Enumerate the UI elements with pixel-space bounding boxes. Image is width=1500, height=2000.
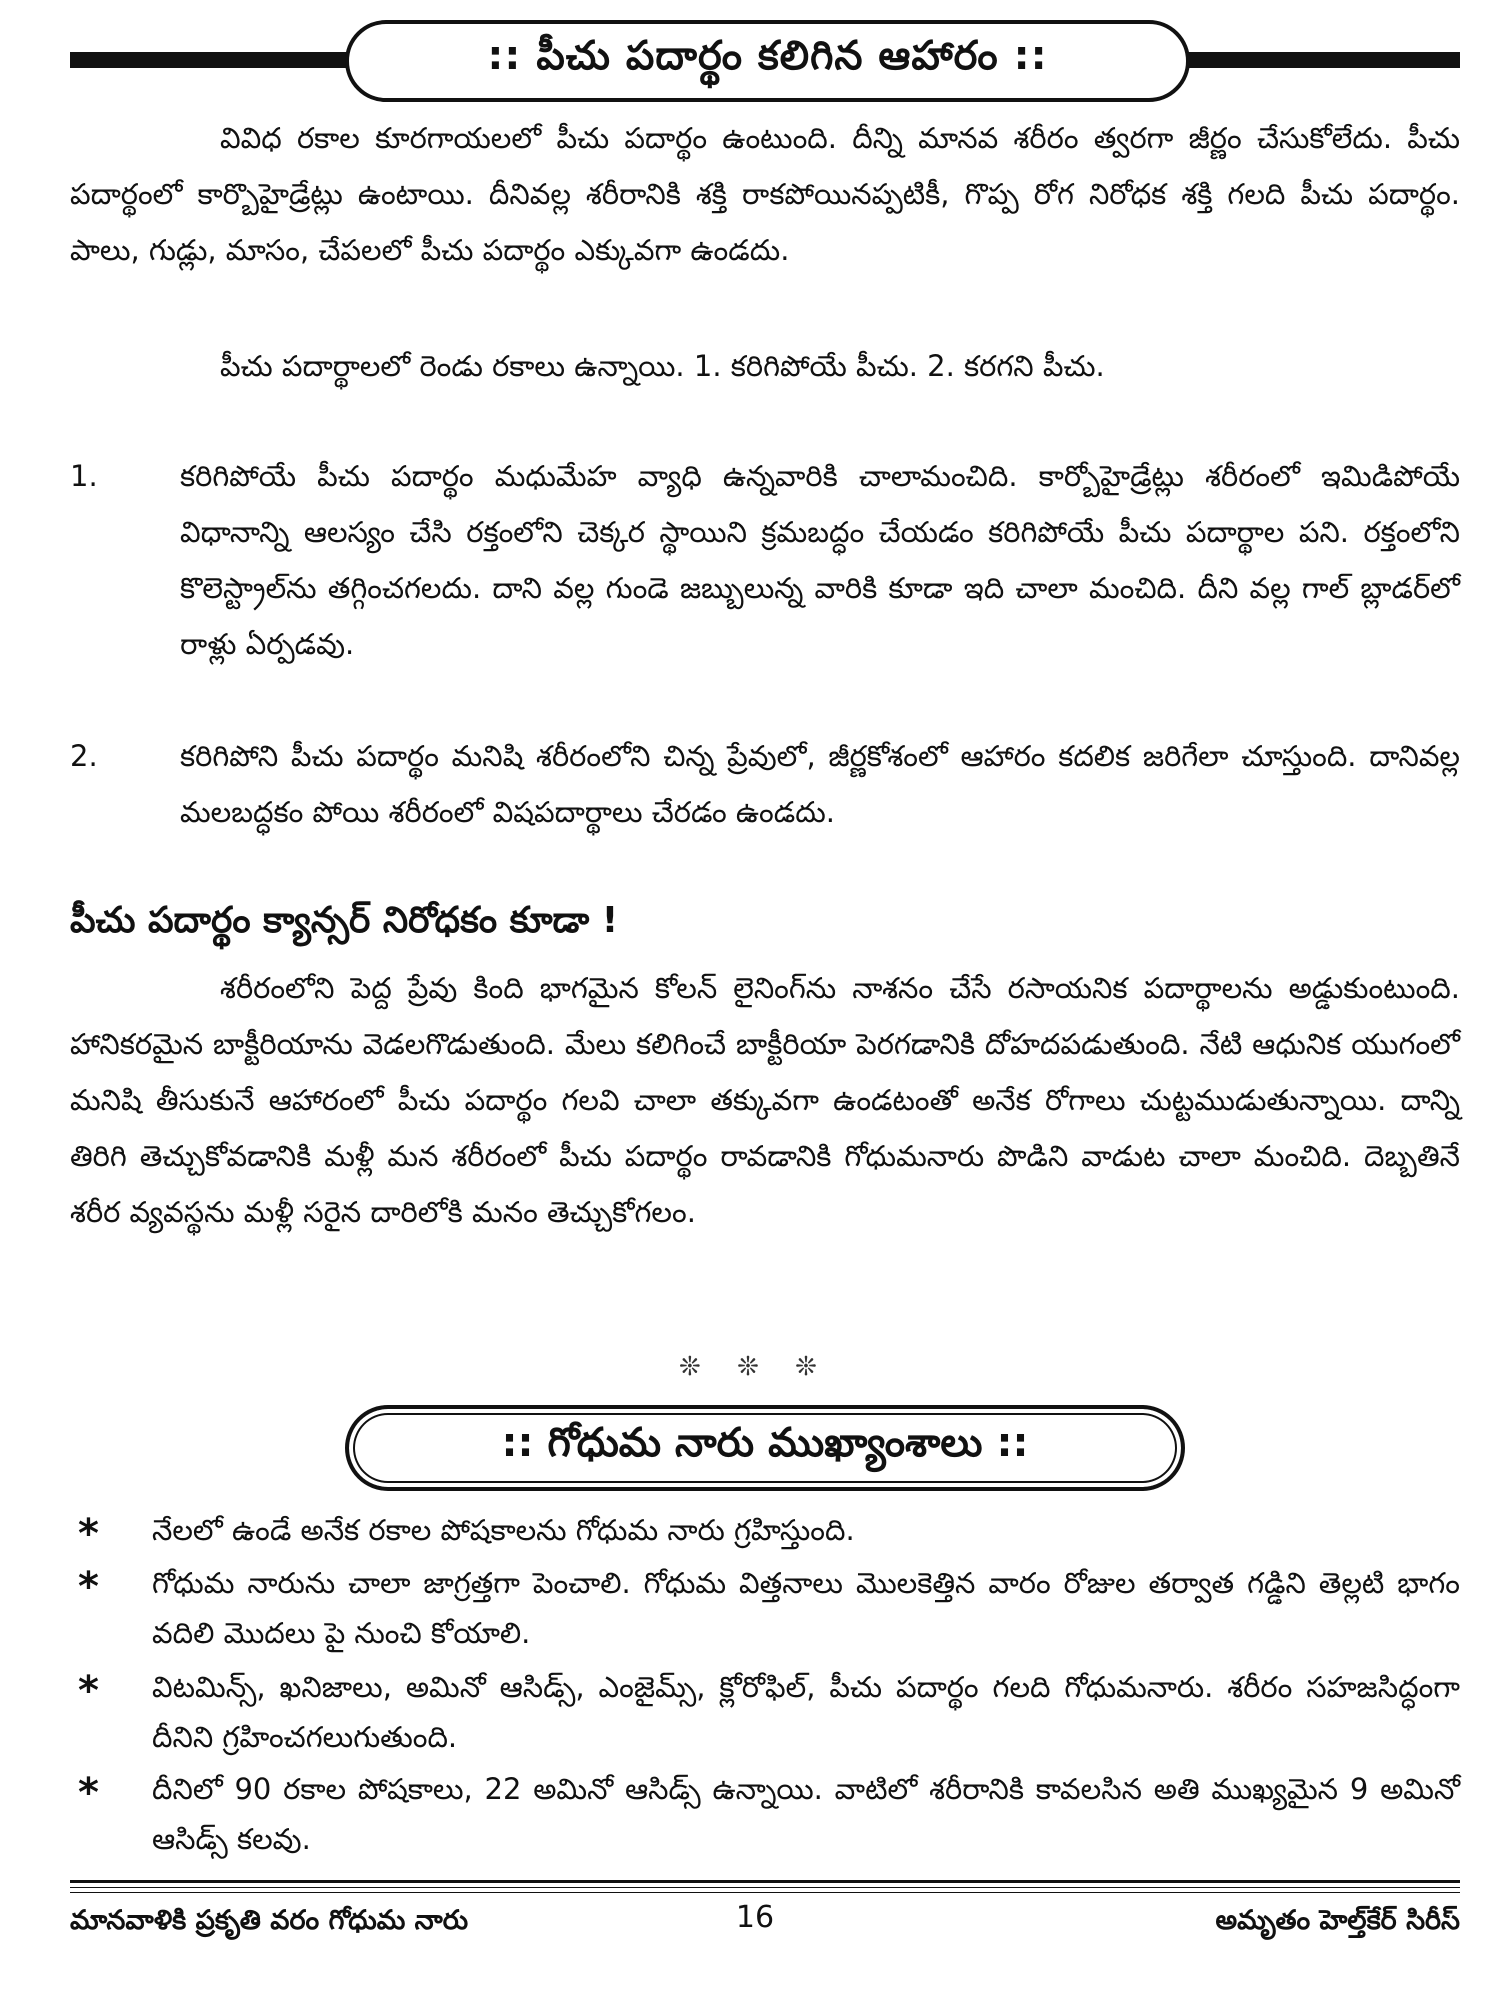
bullet-item [70,1505,1460,1555]
bullet-text: విటమిన్స్, ఖనిజాలు, అమినో ఆసిడ్స్, ఎంజైమ్స్, క్లోరోఫిల్, పీచు పదార్థం గలది గోధుమనారు. శరీరం సహజసిద్ధంగా దీనిని గ్రహించగలుగుతుంది. [152,1670,1460,1754]
asterisk-icon: * [78,1770,99,1816]
intro-paragraph-2 [70,338,1460,394]
bullet-item [70,1764,1460,1864]
highlights-title [345,1405,1185,1491]
bullet-text: గోధుమ నారును చాలా జాగ్రత్తగా పెంచాలి. గోధుమ విత్తనాలు మొలకెత్తిన వారం రోజుల తర్వాత గడ్డిని తెల్లటి భాగం వదిలి మొదలు పై నుంచి కోయాలి. [152,1566,1460,1650]
numbered-item-2 [70,728,1460,840]
footer-series-name: అమృతం హెల్త్‌కేర్ సిరీస్ [1215,1905,1460,1936]
intro-paragraph-2-text: పీచు పదార్థాలలో రెండు రకాలు ఉన్నాయి. 1. కరిగిపోయే పీచు. 2. కరగని పీచు. [220,349,1105,383]
section-paragraph-text: శరీరంలోని పెద్ద ప్రేవు కింది భాగమైన కోలన్ లైనింగ్‌ను నాశనం చేసే రసాయనిక పదార్థాలను అడ్డుకుంటుంది. హానికరమైన బాక్టీరియాను వెడలగొడుతుంది. మేలు కలిగించే బాక్టీరియా పెరగడానికి దోహదపడుతుంది. నేటి ఆధునిక యుగంలో మనిషి తీసుకునే ఆహారంలో పీచు పదార్థం గలవి చాలా తక్కువగా ఉండటంతో అనేక రోగాలు చుట్టముడుతున్నాయి. దాన్ని తిరిగి తెచ్చుకోవడానికి మళ్లీ మన శరీరంలో పీచు పదార్థం రావడానికి గోధుమనారు పొడిని వాడుట చాలా మంచిది. దెబ్బతినే శరీర వ్యవస్థను మళ్లీ సరైన దారిలోకి మనం తెచ్చుకోగలం. [70,971,1460,1229]
intro-paragraph-1 [70,110,1460,278]
bullet-text: నేలలో ఉండే అనేక రకాల పోషకాలను గోధుమ నారు గ్రహిస్తుంది. [152,1513,855,1547]
footer-rule [70,1880,1460,1883]
bullet-text: దీనిలో 90 రకాల పోషకాలు, 22 అమినో ఆసిడ్స్ ఉన్నాయి. వాటిలో శరీరానికి కావలసిన అతి ముఖ్యమైన 9 అమినో ఆసిడ్స్ కలవు. [152,1772,1460,1856]
asterisk-icon: * [78,1668,99,1714]
chapter-title-text: :: పీచు పదార్థం కలిగిన ఆహారం :: [487,33,1048,79]
section-heading: పీచు పదార్థం క్యాన్సర్ నిరోధకం కూడా ! [70,900,619,941]
bullet-item [70,1662,1460,1762]
footer-book-title: మానవాళికి ప్రకృతి వరం గోధుమ నారు [70,1905,469,1936]
item-number: 2. [70,739,98,773]
page [60,0,1460,2000]
intro-paragraph-1-text: వివిధ రకాల కూరగాయలలో పీచు పదార్థం ఉంటుంది. దీన్ని మానవ శరీరం త్వరగా జీర్ణం చేసుకోలేదు. పీచు పదార్థంలో కార్బొహైడ్రేట్లు ఉంటాయి. దీనివల్ల శరీరానికి శక్తి రాకపోయినప్పటికీ, గొప్ప రోగ నిరోధక శక్తి గలది పీచు పదార్థం. పాలు, గుడ్లు, మాసం, చేపలలో పీచు పదార్థం ఎక్కువగా ఉండదు. [70,121,1460,267]
page-number: 16 [735,1900,775,1935]
separator-stars: ❊ ❊ ❊ [679,1352,831,1382]
footer-rule [70,1892,1460,1893]
numbered-item-text: కరిగిపోని పీచు పదార్థం మనిషి శరీరంలోని చిన్న ప్రేవులో, జీర్ణకోశంలో ఆహారం కదలిక జరిగేలా చూస్తుంది. దానివల్ల మలబద్ధకం పోయి శరీరంలో విషపదార్థాలు చేరడం ఉండదు. [180,739,1460,829]
asterisk-icon: * [78,1564,99,1610]
numbered-item-1 [70,448,1460,672]
footer-rule [70,1887,1460,1888]
chapter-title [345,20,1190,102]
highlights-title-text: :: గోధుమ నారు ముఖ్యాంశాలు :: [501,1420,1029,1466]
numbered-item-text: కరిగిపోయే పీచు పదార్థం మధుమేహ వ్యాధి ఉన్నవారికి చాలామంచిది. కార్బోహైడ్రేట్లు శరీరంలో ఇమిడిపోయే విధానాన్ని ఆలస్యం చేసి రక్తంలోని చెక్కర స్థాయిని క్రమబద్ధం చేయడం కరిగిపోయే పీచు పదార్థాల పని. రక్తంలోని కొలెస్ట్రాల్‌ను తగ్గించగలదు. దాని వల్ల గుండె జబ్బులున్న వారికి కూడా ఇది చాలా మంచిది. దీని వల్ల గాల్ బ్లాడర్‌లో రాళ్లు ఏర్పడవు. [180,459,1460,661]
section-paragraph [70,960,1460,1240]
bullet-item [70,1558,1460,1658]
asterisk-icon: * [78,1511,99,1557]
item-number: 1. [70,459,98,493]
